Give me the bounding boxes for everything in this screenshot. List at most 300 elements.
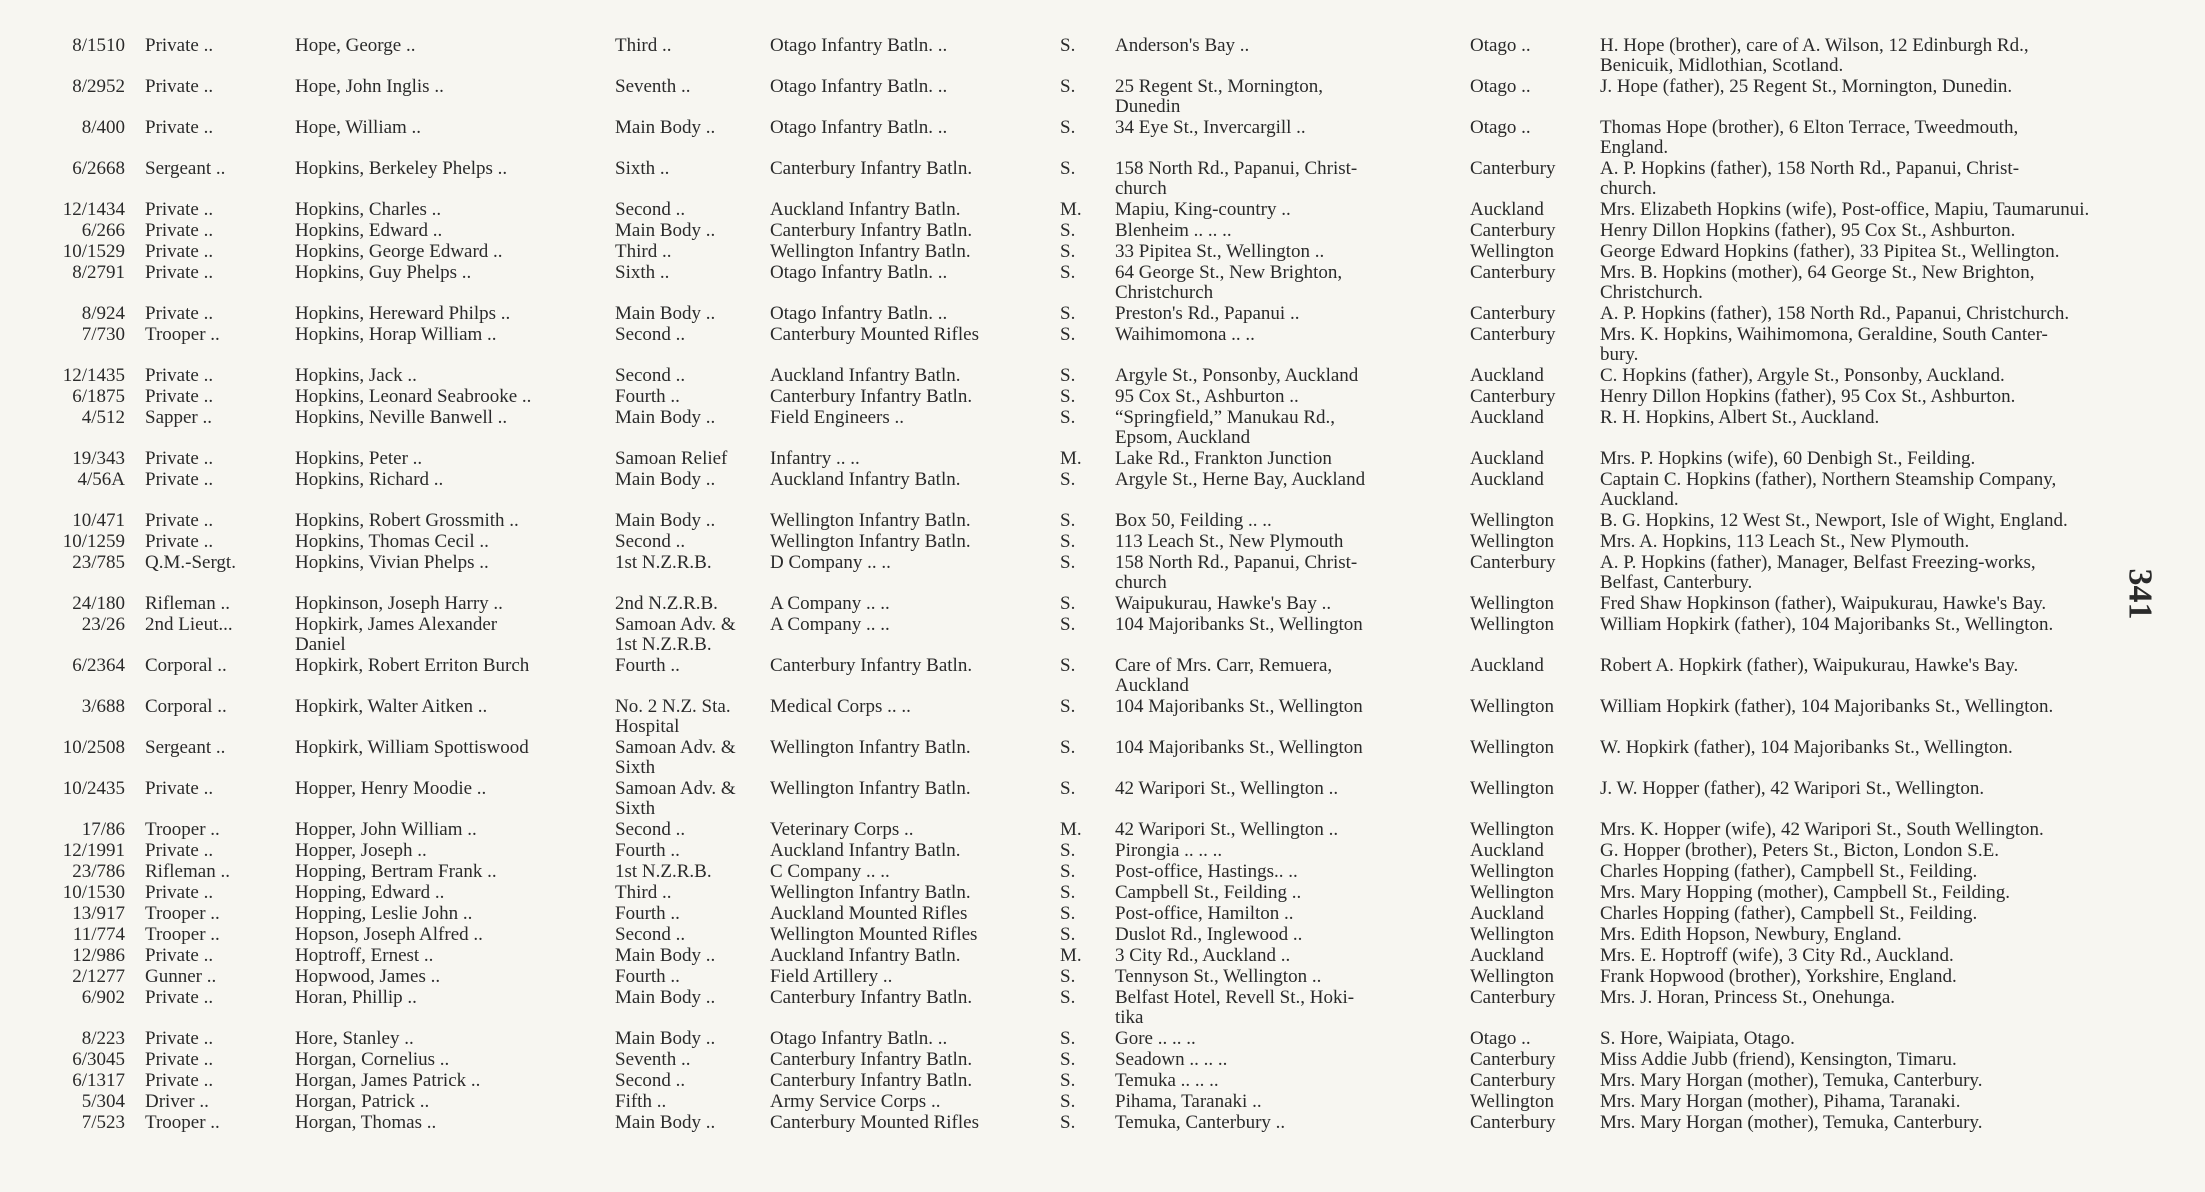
table-row — [40, 36, 2140, 76]
draft-cell: Second .. — [615, 1070, 686, 1091]
draft-cell: No. 2 N.Z. Sta. Hospital — [615, 696, 731, 737]
table-row — [40, 1092, 2140, 1112]
rank-cell: Private .. — [145, 241, 214, 262]
marital-status-cell: M. — [1060, 199, 1082, 220]
draft-cell: Second .. — [615, 365, 686, 386]
table-row — [40, 594, 2140, 614]
next-of-kin-cell: Robert A. Hopkirk (father), Waipukurau, Hawke's Bay. — [1600, 655, 2019, 676]
district-cell: Auckland — [1470, 945, 1544, 966]
soldier-name-cell: Hoptroff, Ernest .. — [295, 945, 434, 966]
rank-cell: Private .. — [145, 987, 214, 1008]
table-row — [40, 925, 2140, 945]
soldier-name-cell: Hopkins, Peter .. — [295, 448, 423, 469]
rank-cell: Sergeant .. — [145, 158, 226, 179]
next-of-kin-cell: H. Hope (brother), care of A. Wilson, 12 Edinburgh Rd., Benicuik, Midlothian, Scotland. — [1600, 35, 2029, 76]
marital-status-cell: S. — [1060, 407, 1076, 428]
district-cell: Auckland — [1470, 365, 1544, 386]
regimental-number-cell: 17/86 — [81, 819, 125, 840]
soldier-name-cell: Hopwood, James .. — [295, 966, 441, 987]
next-of-kin-cell: Mrs. Mary Horgan (mother), Temuka, Canterbury. — [1600, 1112, 1983, 1133]
last-address-cell: Duslot Rd., Inglewood .. — [1115, 924, 1303, 945]
rank-cell: Private .. — [145, 220, 214, 241]
draft-cell: Main Body .. — [615, 220, 716, 241]
unit-cell: Otago Infantry Batln. .. — [770, 35, 948, 56]
regimental-number-cell: 6/902 — [81, 987, 125, 1008]
district-cell: Otago .. — [1470, 117, 1531, 138]
regimental-number-cell: 10/2435 — [62, 778, 125, 799]
draft-cell: Main Body .. — [615, 1028, 716, 1049]
unit-cell: Auckland Mounted Rifles — [770, 903, 968, 924]
unit-cell: Canterbury Infantry Batln. — [770, 1049, 973, 1070]
soldier-name-cell: Hopping, Edward .. — [295, 882, 445, 903]
unit-cell: Otago Infantry Batln. .. — [770, 262, 948, 283]
next-of-kin-cell: Mrs. J. Horan, Princess St., Onehunga. — [1600, 987, 1896, 1008]
rank-cell: Trooper .. — [145, 924, 220, 945]
last-address-cell: 42 Waripori St., Wellington .. — [1115, 778, 1339, 799]
table-row — [40, 738, 2140, 778]
roll-of-honour-page — [40, 36, 2140, 1166]
table-row — [40, 1029, 2140, 1049]
marital-status-cell: S. — [1060, 840, 1076, 861]
soldier-name-cell: Hope, William .. — [295, 117, 422, 138]
regimental-number-cell: 8/2791 — [72, 262, 125, 283]
last-address-cell: Mapiu, King-country .. — [1115, 199, 1291, 220]
soldier-name-cell: Hopkins, Charles .. — [295, 199, 442, 220]
rank-cell: Rifleman .. — [145, 861, 230, 882]
last-address-cell: 3 City Rd., Auckland .. — [1115, 945, 1291, 966]
regimental-number-cell: 8/2952 — [72, 76, 125, 97]
regimental-number-cell: 12/1991 — [62, 840, 125, 861]
soldier-name-cell: Hopkins, Horap William .. — [295, 324, 497, 345]
last-address-cell: 158 North Rd., Papanui, Christ- church — [1115, 552, 1358, 593]
table-row — [40, 200, 2140, 220]
unit-cell: Veterinary Corps .. — [770, 819, 914, 840]
next-of-kin-cell: George Edward Hopkins (father), 33 Pipitea St., Wellington. — [1600, 241, 2060, 262]
soldier-name-cell: Horan, Phillip .. — [295, 987, 417, 1008]
table-row — [40, 553, 2140, 593]
next-of-kin-cell: Mrs. B. Hopkins (mother), 64 George St., New Brighton, Christchurch. — [1600, 262, 2035, 303]
unit-cell: Canterbury Infantry Batln. — [770, 655, 973, 676]
district-cell: Canterbury — [1470, 1049, 1556, 1070]
draft-cell: Fourth .. — [615, 386, 680, 407]
table-row — [40, 841, 2140, 861]
table-row — [40, 1113, 2140, 1133]
marital-status-cell: M. — [1060, 448, 1082, 469]
soldier-name-cell: Hope, George .. — [295, 35, 416, 56]
soldier-name-cell: Hopper, Henry Moodie .. — [295, 778, 487, 799]
next-of-kin-cell: J. Hope (father), 25 Regent St., Mornington, Dunedin. — [1600, 76, 2013, 97]
soldier-name-cell: Hopkins, Neville Banwell .. — [295, 407, 508, 428]
regimental-number-cell: 11/774 — [72, 924, 125, 945]
rank-cell: Private .. — [145, 76, 214, 97]
draft-cell: Fourth .. — [615, 966, 680, 987]
last-address-cell: “Springfield,” Manukau Rd., Epsom, Auckland — [1115, 407, 1336, 448]
table-row — [40, 387, 2140, 407]
draft-cell: Third .. — [615, 882, 672, 903]
last-address-cell: 42 Waripori St., Wellington .. — [1115, 819, 1339, 840]
table-row — [40, 325, 2140, 365]
next-of-kin-cell: Mrs. Mary Horgan (mother), Pihama, Taranaki. — [1600, 1091, 1961, 1112]
district-cell: Auckland — [1470, 469, 1544, 490]
table-row — [40, 820, 2140, 840]
rank-cell: Private .. — [145, 531, 214, 552]
soldier-name-cell: Hopkins, Richard .. — [295, 469, 444, 490]
marital-status-cell: S. — [1060, 1091, 1076, 1112]
rank-cell: Driver .. — [145, 1091, 209, 1112]
regimental-number-cell: 7/730 — [81, 324, 125, 345]
rank-cell: Private .. — [145, 882, 214, 903]
table-row — [40, 1050, 2140, 1070]
regimental-number-cell: 5/304 — [81, 1091, 125, 1112]
marital-status-cell: S. — [1060, 593, 1076, 614]
table-row — [40, 862, 2140, 882]
marital-status-cell: S. — [1060, 324, 1076, 345]
draft-cell: Fourth .. — [615, 840, 680, 861]
draft-cell: Seventh .. — [615, 1049, 691, 1070]
draft-cell: Third .. — [615, 241, 672, 262]
rank-cell: Sergeant .. — [145, 737, 226, 758]
rank-cell: Trooper .. — [145, 1112, 220, 1133]
unit-cell: Canterbury Infantry Batln. — [770, 1070, 973, 1091]
regimental-number-cell: 3/688 — [81, 696, 125, 717]
table-row — [40, 366, 2140, 386]
last-address-cell: Waipukurau, Hawke's Bay .. — [1115, 593, 1332, 614]
district-cell: Wellington — [1470, 1091, 1554, 1112]
draft-cell: Sixth .. — [615, 158, 670, 179]
unit-cell: Canterbury Mounted Rifles — [770, 324, 979, 345]
marital-status-cell: S. — [1060, 882, 1076, 903]
district-cell: Auckland — [1470, 655, 1544, 676]
rank-cell: Private .. — [145, 1028, 214, 1049]
district-cell: Canterbury — [1470, 262, 1556, 283]
soldier-name-cell: Hore, Stanley .. — [295, 1028, 414, 1049]
last-address-cell: Lake Rd., Frankton Junction — [1115, 448, 1332, 469]
last-address-cell: 33 Pipitea St., Wellington .. — [1115, 241, 1325, 262]
district-cell: Otago .. — [1470, 35, 1531, 56]
marital-status-cell: S. — [1060, 531, 1076, 552]
regimental-number-cell: 10/1259 — [62, 531, 125, 552]
marital-status-cell: S. — [1060, 365, 1076, 386]
unit-cell: Otago Infantry Batln. .. — [770, 1028, 948, 1049]
unit-cell: Canterbury Mounted Rifles — [770, 1112, 979, 1133]
next-of-kin-cell: Mrs. Mary Hopping (mother), Campbell St., Feilding. — [1600, 882, 2011, 903]
district-cell: Wellington — [1470, 882, 1554, 903]
district-cell: Auckland — [1470, 448, 1544, 469]
table-row — [40, 408, 2140, 448]
rank-cell: Private .. — [145, 199, 214, 220]
unit-cell: Otago Infantry Batln. .. — [770, 303, 948, 324]
table-row — [40, 904, 2140, 924]
marital-status-cell: S. — [1060, 1070, 1076, 1091]
regimental-number-cell: 10/1530 — [62, 882, 125, 903]
soldier-name-cell: Hopping, Bertram Frank .. — [295, 861, 497, 882]
marital-status-cell: S. — [1060, 303, 1076, 324]
regimental-number-cell: 19/343 — [72, 448, 125, 469]
regimental-number-cell: 13/917 — [72, 903, 125, 924]
soldier-name-cell: Hopkirk, William Spottiswood — [295, 737, 529, 758]
last-address-cell: 158 North Rd., Papanui, Christ- church — [1115, 158, 1358, 199]
marital-status-cell: S. — [1060, 510, 1076, 531]
district-cell: Wellington — [1470, 614, 1554, 635]
last-address-cell: Preston's Rd., Papanui .. — [1115, 303, 1300, 324]
district-cell: Auckland — [1470, 407, 1544, 428]
rank-cell: Private .. — [145, 945, 214, 966]
next-of-kin-cell: Charles Hopping (father), Campbell St., Feilding. — [1600, 861, 1978, 882]
marital-status-cell: S. — [1060, 1112, 1076, 1133]
rank-cell: Private .. — [145, 1049, 214, 1070]
soldier-name-cell: Hopper, John William .. — [295, 819, 477, 840]
district-cell: Canterbury — [1470, 552, 1556, 573]
unit-cell: Canterbury Infantry Batln. — [770, 386, 973, 407]
regimental-number-cell: 8/223 — [81, 1028, 125, 1049]
last-address-cell: Blenheim .. .. .. — [1115, 220, 1232, 241]
next-of-kin-cell: S. Hore, Waipiata, Otago. — [1600, 1028, 1795, 1049]
next-of-kin-cell: Henry Dillon Hopkins (father), 95 Cox St., Ashburton. — [1600, 220, 2016, 241]
regimental-number-cell: 6/3045 — [72, 1049, 125, 1070]
district-cell: Wellington — [1470, 737, 1554, 758]
last-address-cell: Care of Mrs. Carr, Remuera, Auckland — [1115, 655, 1333, 696]
table-row — [40, 77, 2140, 117]
next-of-kin-cell: Captain C. Hopkins (father), Northern Steamship Company, Auckland. — [1600, 469, 2057, 510]
rank-cell: Private .. — [145, 1070, 214, 1091]
next-of-kin-cell: J. W. Hopper (father), 42 Waripori St., Wellington. — [1600, 778, 1985, 799]
marital-status-cell: M. — [1060, 945, 1082, 966]
rank-cell: Private .. — [145, 778, 214, 799]
soldier-name-cell: Hopping, Leslie John .. — [295, 903, 473, 924]
table-row — [40, 263, 2140, 303]
marital-status-cell: S. — [1060, 35, 1076, 56]
table-row — [40, 532, 2140, 552]
district-cell: Otago .. — [1470, 1028, 1531, 1049]
table-row — [40, 656, 2140, 696]
last-address-cell: 64 George St., New Brighton, Christchurch — [1115, 262, 1343, 303]
regimental-number-cell: 24/180 — [72, 593, 125, 614]
last-address-cell: 25 Regent St., Mornington, Dunedin — [1115, 76, 1323, 117]
regimental-number-cell: 23/785 — [72, 552, 125, 573]
soldier-name-cell: Hopkins, Robert Grossmith .. — [295, 510, 519, 531]
soldier-name-cell: Hopkirk, Walter Aitken .. — [295, 696, 488, 717]
last-address-cell: Gore .. .. .. — [1115, 1028, 1196, 1049]
unit-cell: Auckland Infantry Batln. — [770, 840, 961, 861]
marital-status-cell: S. — [1060, 220, 1076, 241]
marital-status-cell: M. — [1060, 819, 1082, 840]
soldier-name-cell: Horgan, Cornelius .. — [295, 1049, 450, 1070]
soldier-name-cell: Hopkins, Guy Phelps .. — [295, 262, 472, 283]
soldier-name-cell: Hopkins, Thomas Cecil .. — [295, 531, 489, 552]
marital-status-cell: S. — [1060, 262, 1076, 283]
table-row — [40, 304, 2140, 324]
regimental-number-cell: 6/2668 — [72, 158, 125, 179]
unit-cell: Canterbury Infantry Batln. — [770, 987, 973, 1008]
unit-cell: Wellington Infantry Batln. — [770, 737, 971, 758]
next-of-kin-cell: A. P. Hopkins (father), Manager, Belfast Freezing-works, Belfast, Canterbury. — [1600, 552, 2036, 593]
next-of-kin-cell: Mrs. K. Hopper (wife), 42 Waripori St., South Wellington. — [1600, 819, 2044, 840]
unit-cell: Army Service Corps .. — [770, 1091, 941, 1112]
unit-cell: Auckland Infantry Batln. — [770, 199, 961, 220]
last-address-cell: Pihama, Taranaki .. — [1115, 1091, 1262, 1112]
draft-cell: Main Body .. — [615, 407, 716, 428]
rank-cell: Trooper .. — [145, 903, 220, 924]
rank-cell: Private .. — [145, 840, 214, 861]
table-row — [40, 988, 2140, 1028]
table-row — [40, 242, 2140, 262]
district-cell: Canterbury — [1470, 324, 1556, 345]
rank-cell: Q.M.-Sergt. — [145, 552, 236, 573]
rank-cell: Private .. — [145, 303, 214, 324]
soldier-name-cell: Hopper, Joseph .. — [295, 840, 427, 861]
unit-cell: Wellington Mounted Rifles — [770, 924, 978, 945]
rank-cell: Private .. — [145, 386, 214, 407]
draft-cell: Fourth .. — [615, 903, 680, 924]
unit-cell: Wellington Infantry Batln. — [770, 510, 971, 531]
draft-cell: Sixth .. — [615, 262, 670, 283]
soldier-name-cell: Hopkins, Jack .. — [295, 365, 417, 386]
regimental-number-cell: 2/1277 — [72, 966, 125, 987]
unit-cell: Infantry .. .. — [770, 448, 860, 469]
next-of-kin-cell: Mrs. P. Hopkins (wife), 60 Denbigh St., Feilding. — [1600, 448, 1976, 469]
district-cell: Wellington — [1470, 966, 1554, 987]
regimental-number-cell: 10/471 — [72, 510, 125, 531]
last-address-cell: Tennyson St., Wellington .. — [1115, 966, 1322, 987]
unit-cell: Canterbury Infantry Batln. — [770, 220, 973, 241]
draft-cell: Main Body .. — [615, 987, 716, 1008]
draft-cell: Fourth .. — [615, 655, 680, 676]
regimental-number-cell: 10/1529 — [62, 241, 125, 262]
table-row — [40, 1071, 2140, 1091]
table-row — [40, 221, 2140, 241]
soldier-name-cell: Hopkins, Hereward Philps .. — [295, 303, 511, 324]
district-cell: Wellington — [1470, 510, 1554, 531]
last-address-cell: 34 Eye St., Invercargill .. — [1115, 117, 1306, 138]
draft-cell: Second .. — [615, 924, 686, 945]
marital-status-cell: S. — [1060, 778, 1076, 799]
last-address-cell: Post-office, Hamilton .. — [1115, 903, 1294, 924]
district-cell: Auckland — [1470, 903, 1544, 924]
last-address-cell: Box 50, Feilding .. .. — [1115, 510, 1272, 531]
next-of-kin-cell: Miss Addie Jubb (friend), Kensington, Timaru. — [1600, 1049, 1957, 1070]
draft-cell: Third .. — [615, 35, 672, 56]
regimental-number-cell: 4/512 — [81, 407, 125, 428]
soldier-name-cell: Hopkins, George Edward .. — [295, 241, 503, 262]
unit-cell: A Company .. .. — [770, 593, 890, 614]
marital-status-cell: S. — [1060, 696, 1076, 717]
next-of-kin-cell: Thomas Hope (brother), 6 Elton Terrace, Tweedmouth, England. — [1600, 117, 2019, 158]
next-of-kin-cell: Mrs. Mary Horgan (mother), Temuka, Canterbury. — [1600, 1070, 1983, 1091]
unit-cell: Wellington Infantry Batln. — [770, 778, 971, 799]
district-cell: Wellington — [1470, 778, 1554, 799]
next-of-kin-cell: Mrs. E. Hoptroff (wife), 3 City Rd., Auckland. — [1600, 945, 1954, 966]
next-of-kin-cell: William Hopkirk (father), 104 Majoribanks St., Wellington. — [1600, 614, 2054, 635]
unit-cell: Otago Infantry Batln. .. — [770, 76, 948, 97]
soldier-name-cell: Hopkirk, Robert Erriton Burch — [295, 655, 530, 676]
next-of-kin-cell: R. H. Hopkins, Albert St., Auckland. — [1600, 407, 1880, 428]
regimental-number-cell: 7/523 — [81, 1112, 125, 1133]
marital-status-cell: S. — [1060, 987, 1076, 1008]
regimental-number-cell: 6/266 — [81, 220, 125, 241]
soldier-name-cell: Hopkins, Leonard Seabrooke .. — [295, 386, 532, 407]
unit-cell: Auckland Infantry Batln. — [770, 469, 961, 490]
rank-cell: Private .. — [145, 262, 214, 283]
soldier-name-cell: Hopkirk, James Alexander Daniel — [295, 614, 498, 655]
district-cell: Wellington — [1470, 593, 1554, 614]
table-row — [40, 159, 2140, 199]
district-cell: Canterbury — [1470, 220, 1556, 241]
soldier-name-cell: Hope, John Inglis .. — [295, 76, 444, 97]
table-row — [40, 470, 2140, 510]
soldier-name-cell: Horgan, James Patrick .. — [295, 1070, 481, 1091]
last-address-cell: 113 Leach St., New Plymouth — [1115, 531, 1344, 552]
last-address-cell: Argyle St., Herne Bay, Auckland — [1115, 469, 1366, 490]
rank-cell: Trooper .. — [145, 324, 220, 345]
draft-cell: Samoan Relief — [615, 448, 728, 469]
marital-status-cell: S. — [1060, 241, 1076, 262]
regimental-number-cell: 8/924 — [81, 303, 125, 324]
last-address-cell: Post-office, Hastings.. .. — [1115, 861, 1298, 882]
page-number: 341 — [2121, 568, 2159, 620]
draft-cell: Main Body .. — [615, 469, 716, 490]
last-address-cell: 104 Majoribanks St., Wellington — [1115, 737, 1363, 758]
unit-cell: Field Engineers .. — [770, 407, 905, 428]
marital-status-cell: S. — [1060, 1028, 1076, 1049]
last-address-cell: Pirongia .. .. .. — [1115, 840, 1223, 861]
rank-cell: Private .. — [145, 35, 214, 56]
regimental-number-cell: 23/786 — [72, 861, 125, 882]
marital-status-cell: S. — [1060, 76, 1076, 97]
next-of-kin-cell: Fred Shaw Hopkinson (father), Waipukurau, Hawke's Bay. — [1600, 593, 2047, 614]
soldier-name-cell: Hopkinson, Joseph Harry .. — [295, 593, 503, 614]
soldier-name-cell: Hopson, Joseph Alfred .. — [295, 924, 483, 945]
draft-cell: Samoan Adv. & Sixth — [615, 778, 736, 819]
soldier-name-cell: Horgan, Patrick .. — [295, 1091, 430, 1112]
table-row — [40, 697, 2140, 737]
unit-cell: D Company .. .. — [770, 552, 891, 573]
draft-cell: Main Body .. — [615, 1112, 716, 1133]
last-address-cell: Waihimomona .. .. — [1115, 324, 1255, 345]
table-row — [40, 511, 2140, 531]
next-of-kin-cell: William Hopkirk (father), 104 Majoribanks St., Wellington. — [1600, 696, 2054, 717]
marital-status-cell: S. — [1060, 552, 1076, 573]
district-cell: Wellington — [1470, 241, 1554, 262]
rank-cell: 2nd Lieut... — [145, 614, 233, 635]
unit-cell: Medical Corps .. .. — [770, 696, 911, 717]
soldier-name-cell: Horgan, Thomas .. — [295, 1112, 437, 1133]
district-cell: Wellington — [1470, 819, 1554, 840]
unit-cell: Otago Infantry Batln. .. — [770, 117, 948, 138]
next-of-kin-cell: G. Hopper (brother), Peters St., Bicton, London S.E. — [1600, 840, 1999, 861]
last-address-cell: Argyle St., Ponsonby, Auckland — [1115, 365, 1359, 386]
regimental-number-cell: 23/26 — [81, 614, 125, 635]
regimental-number-cell: 6/2364 — [72, 655, 125, 676]
draft-cell: 2nd N.Z.R.B. — [615, 593, 718, 614]
rank-cell: Private .. — [145, 365, 214, 386]
next-of-kin-cell: A. P. Hopkins (father), 158 North Rd., Papanui, Christchurch. — [1600, 303, 2070, 324]
next-of-kin-cell: Mrs. A. Hopkins, 113 Leach St., New Plymouth. — [1600, 531, 1970, 552]
table-row — [40, 883, 2140, 903]
last-address-cell: 95 Cox St., Ashburton .. — [1115, 386, 1299, 407]
rank-cell: Rifleman .. — [145, 593, 230, 614]
regimental-number-cell: 6/1875 — [72, 386, 125, 407]
rank-cell: Trooper .. — [145, 819, 220, 840]
last-address-cell: Belfast Hotel, Revell St., Hoki- tika — [1115, 987, 1355, 1028]
unit-cell: A Company .. .. — [770, 614, 890, 635]
regimental-number-cell: 12/1435 — [62, 365, 125, 386]
rank-cell: Private .. — [145, 448, 214, 469]
draft-cell: Second .. — [615, 819, 686, 840]
draft-cell: Main Body .. — [615, 945, 716, 966]
marital-status-cell: S. — [1060, 1049, 1076, 1070]
last-address-cell: Temuka, Canterbury .. — [1115, 1112, 1286, 1133]
table-row — [40, 118, 2140, 158]
